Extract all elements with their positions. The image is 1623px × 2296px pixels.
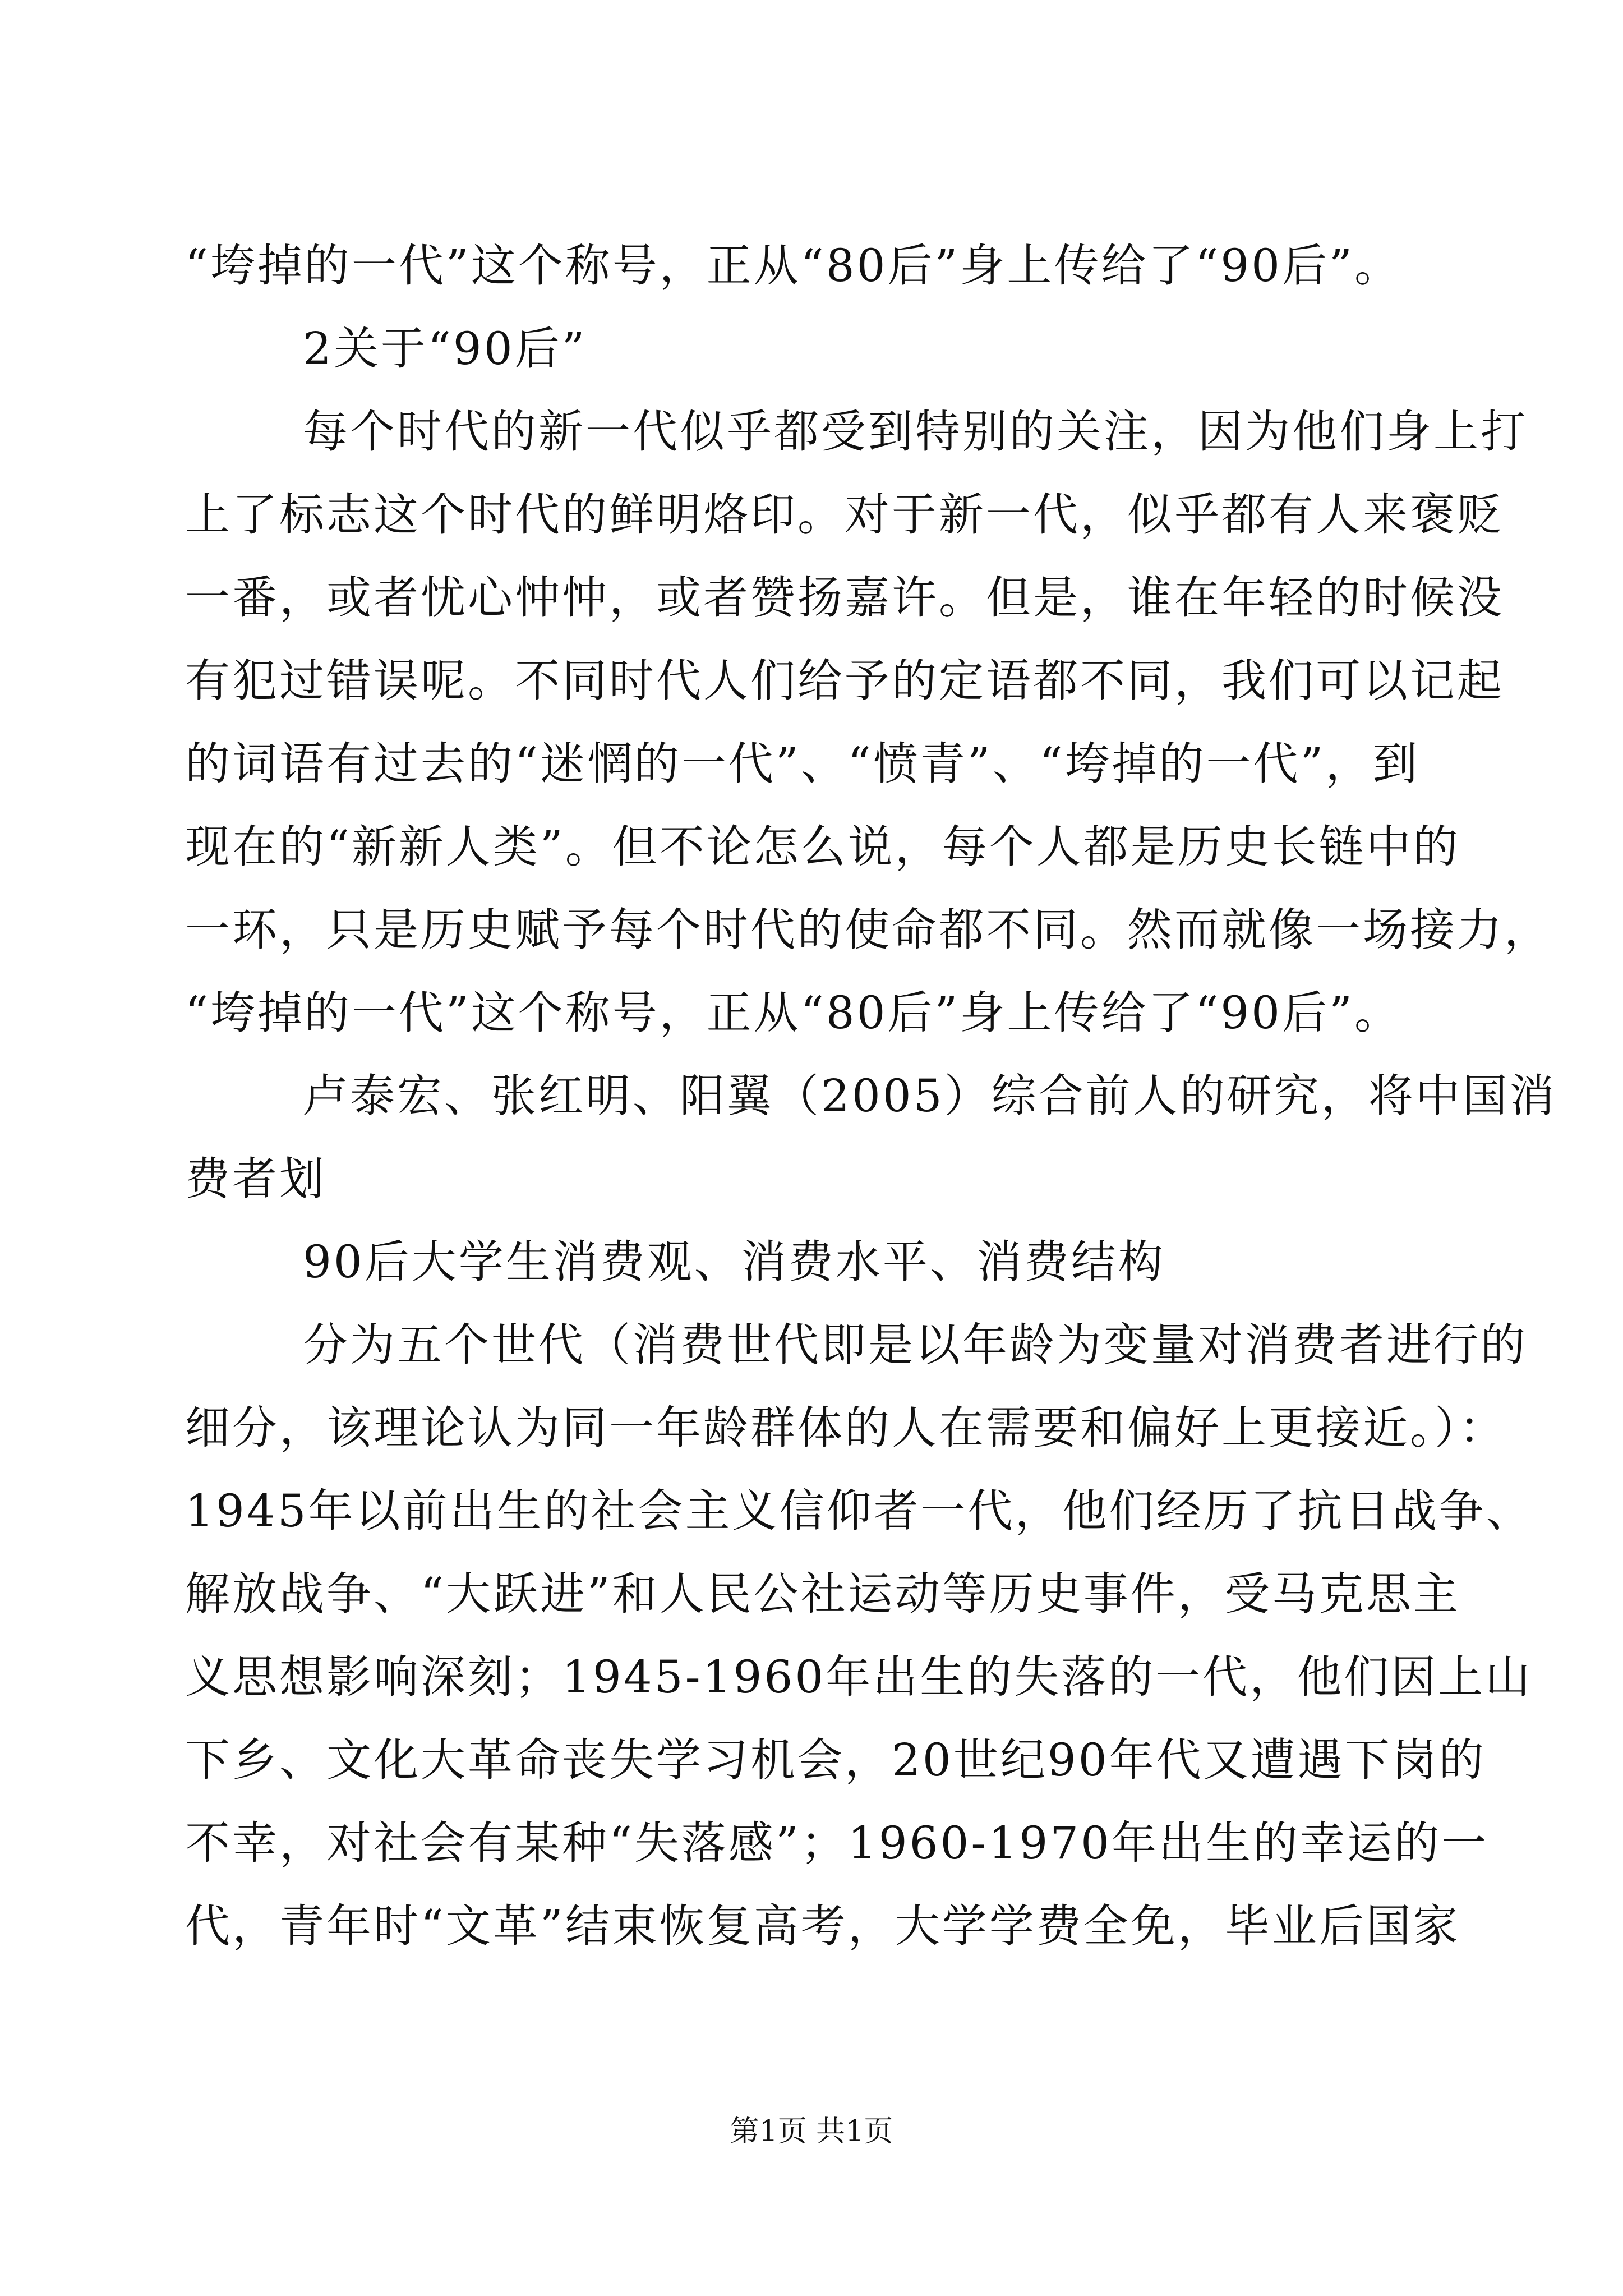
text-line: 上了标志这个时代的鲜明烙印。对于新一代，似乎都有人来褒贬 [185,489,1504,541]
text-line: 现在的“新新人类”。但不论怎么说，每个人都是历史长链中的 [185,821,1460,873]
text-line: 下乡、文化大革命丧失学习机会，20世纪90年代又遭遇下岗的 [185,1734,1486,1786]
paragraph-start: 卢泰宏、张红明、阳翼（2005）综合前人的研究，将中国消 [303,1070,1557,1122]
text-line: 一番，或者忧心忡忡，或者赞扬嘉许。但是，谁在年轻的时候没 [185,572,1504,624]
paragraph-start: 分为五个世代（消费世代即是以年龄为变量对消费者进行的 [303,1319,1528,1371]
text-line: 代，青年时“文革”结束恢复高考，大学学费全免，毕业后国家 [185,1900,1460,1952]
text-line: 义思想影响深刻；1945-1960年出生的失落的一代，他们因上山 [185,1651,1533,1703]
text-line: “垮掉的一代”这个称号，正从“80后”身上传给了“90后”。 [185,240,1401,292]
text-line: 解放战争、“大跃进”和人民公社运动等历史事件，受马克思主 [185,1568,1460,1620]
text-line: 一环，只是历史赋予每个时代的使命都不同。然而就像一场接力， [185,904,1551,956]
text-line: 不幸，对社会有某种“失落感”；1960-1970年出生的幸运的一 [185,1817,1489,1869]
section-heading: 2关于“90后” [303,323,587,375]
text-line: “垮掉的一代”这个称号，正从“80后”身上传给了“90后”。 [185,987,1401,1039]
text-line: 细分，该理论认为同一年龄群体的人在需要和偏好上更接近。）： [185,1402,1506,1454]
text-line: 1945年以前出生的社会主义信仰者一代，他们经历了抗日战争、 [185,1485,1533,1537]
subtitle-line: 90后大学生消费观、消费水平、消费结构 [303,1236,1165,1288]
paragraph-start: 每个时代的新一代似乎都受到特别的关注，因为他们身上打 [303,406,1528,458]
text-line: 有犯过错误呢。不同时代人们给予的定语都不同，我们可以记起 [185,655,1504,707]
document-body [185,224,1557,1968]
page-footer: 第1页 共1页 [730,2115,893,2148]
text-line: 的词语有过去的“迷惘的一代”、“愤青”、“垮掉的一代”，到 [185,738,1420,790]
text-line: 费者划 [185,1153,326,1205]
